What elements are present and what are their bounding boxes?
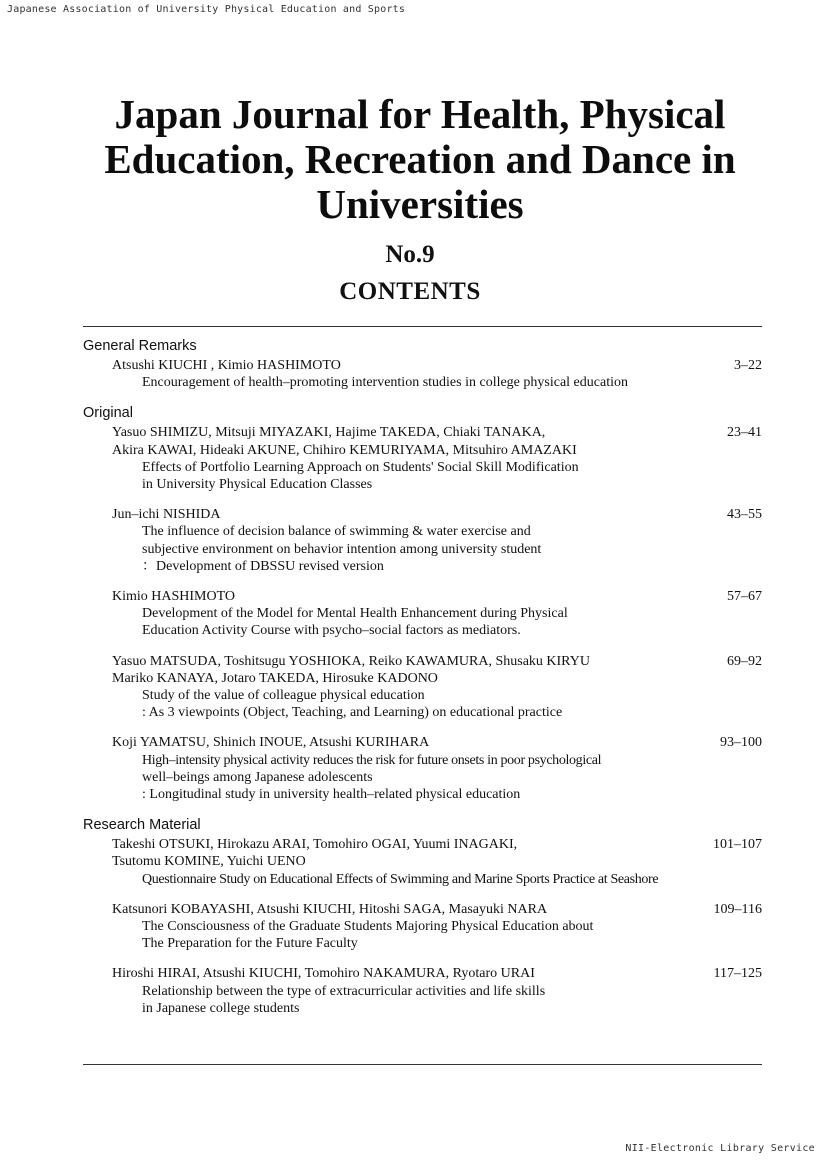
bottom-divider [83,1064,762,1065]
section-research-material [83,816,762,1017]
entry-title: Education Activity Course with psycho–social factors as mediators. [142,623,521,639]
section-title: Research Material [83,817,201,834]
entry-pages: 93–100 [720,735,762,751]
entry-title: The influence of decision balance of swimming & water exercise and [142,524,531,540]
table-of-contents [83,337,762,1030]
entry-authors: Atsushi KIUCHI , Kimio HASHIMOTO [112,358,341,373]
entry-authors: Akira KAWAI, Hideaki AKUNE, Chihiro KEMURIYAMA, Mitsuhiro AMAZAKI [112,442,577,458]
entry-authors: Tsutomu KOMINE, Yuichi UENO [112,854,306,870]
entry-title: in Japanese college students [142,1000,300,1016]
entry-title: Relationship between the type of extracurricular activities and life skills [142,983,546,999]
entry-authors: Kimio HASHIMOTO [112,589,236,605]
entry-title: in University Physical Education Classes [142,477,373,493]
toc-entry[interactable] [112,588,762,640]
section-title: General Remarks [83,338,197,354]
toc-entry[interactable] [112,506,762,575]
entry-title: : As 3 viewpoints (Object, Teaching, and Learning) on educational practice [142,705,563,721]
entry-title: High–intensity physical activity reduces the risk for future onsets in poor psychological [142,752,602,768]
entry-pages: 3–22 [734,358,762,373]
library-footer: NII-Electronic Library Service [625,1143,815,1154]
contents-heading: CONTENTS [339,278,481,305]
entry-pages: 23–41 [727,425,762,441]
entry-title: Encouragement of health–promoting intervention studies in college physical education [142,375,628,391]
entry-title: : Longitudinal study in university health–related physical education [142,787,521,803]
entry-authors: Yasuo MATSUDA, Toshitsugu YOSHIOKA, Reiko KAWAMURA, Shusaku KIRYU [112,653,590,669]
entry-title: The Consciousness of the Graduate Students Majoring Physical Education about [142,919,594,935]
entry-pages: 57–67 [727,589,762,605]
publisher-header: Japanese Association of University Physical Education and Sports [7,4,406,15]
entry-title: Study of the value of colleague physical education [142,688,425,704]
entry-authors: Jun–ichi NISHIDA [112,507,221,523]
entry-authors: Yasuo SHIMIZU, Mitsuji MIYAZAKI, Hajime TAKEDA, Chiaki TANAKA, [112,425,546,441]
section-general-remarks [83,337,762,391]
entry-title: ：Development of DBSSU revised version [142,558,384,574]
entry-authors: Katsunori KOBAYASHI, Atsushi KIUCHI, Hitoshi SAGA, Masayuki NARA [112,901,548,917]
entry-title: The Preparation for the Future Faculty [142,936,358,952]
section-title: Original [83,405,133,422]
entry-pages: 117–125 [713,966,762,982]
toc-entry[interactable] [112,653,762,722]
entry-pages: 69–92 [727,653,762,669]
entry-title: Development of the Model for Mental Health Enhancement during Physical [142,606,568,622]
entry-authors: Mariko KANAYA, Jotaro TAKEDA, Hirosuke KADONO [112,670,438,686]
toc-entry[interactable] [112,965,762,1017]
top-divider [83,326,762,327]
entry-authors: Hiroshi HIRAI, Atsushi KIUCHI, Tomohiro NAKAMURA, Ryotaro URAI [112,966,535,982]
entry-title: Questionnaire Study on Educational Effects of Swimming and Marine Sports Practice at Seashore [142,871,659,887]
issue-number: No.9 [385,241,435,268]
toc-entry[interactable] [112,424,762,493]
toc-entry[interactable] [112,734,762,803]
entry-pages: 101–107 [713,837,762,853]
entry-pages: 109–116 [713,901,762,917]
entry-title: subjective environment on behavior intention among university student [142,541,542,557]
toc-entry[interactable] [112,836,762,888]
section-original [83,404,762,803]
entry-title: well–beings among Japanese adolescents [142,769,373,785]
entry-authors: Takeshi OTSUKI, Hirokazu ARAI, Tomohiro OGAI, Yuumi INAGAKI, [112,837,518,853]
entry-pages: 43–55 [727,507,762,523]
entry-title: Effects of Portfolio Learning Approach on Students' Social Skill Modification [142,459,579,475]
entry-authors: Koji YAMATSU, Shinich INOUE, Atsushi KURIHARA [112,735,430,751]
toc-entry[interactable] [112,901,762,953]
toc-entry[interactable] [112,357,762,391]
journal-title: Japan Journal for Health, Physical Education, Recreation and Dance in Universities [104,91,736,227]
